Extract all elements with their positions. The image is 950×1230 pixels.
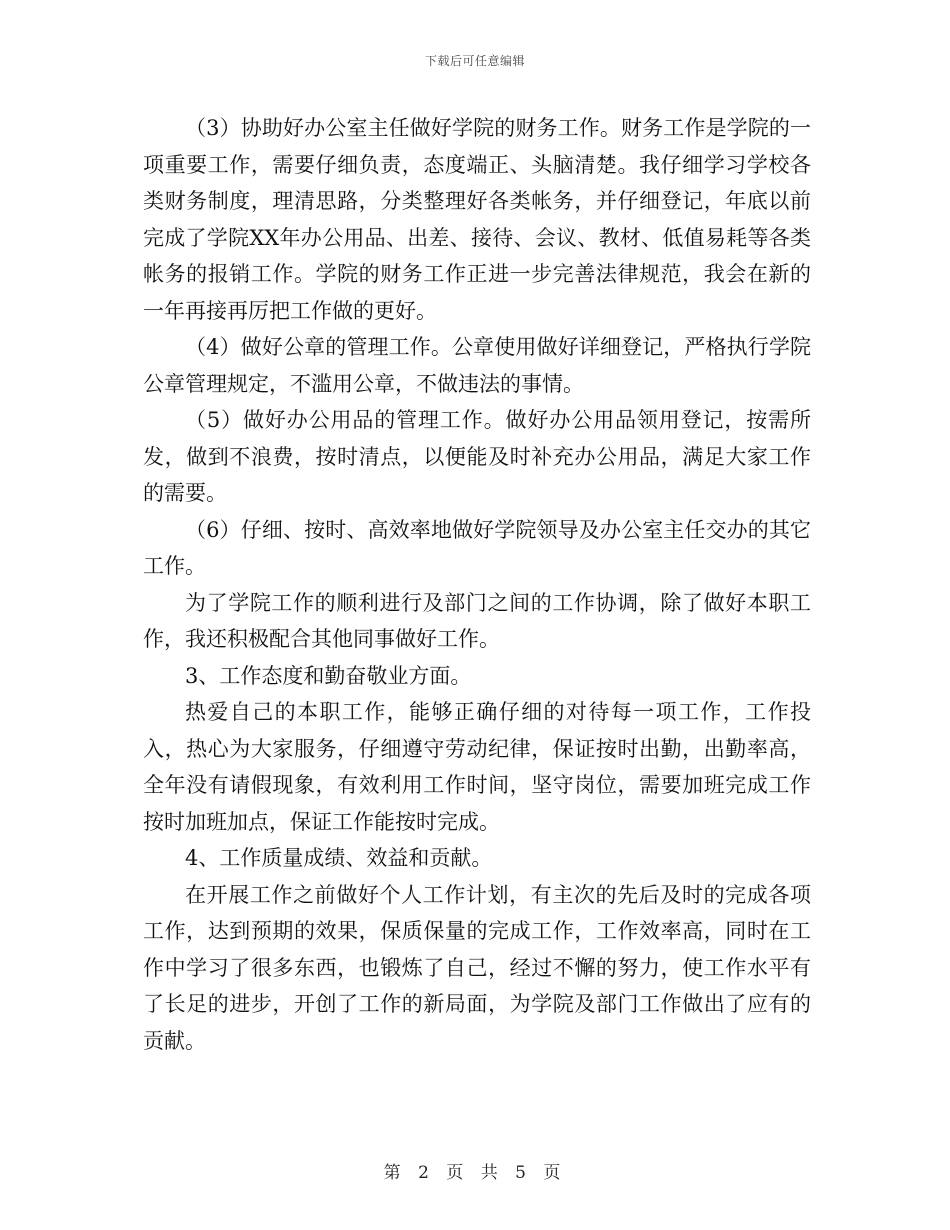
page-header: 下载后可任意编辑 bbox=[424, 54, 525, 68]
paragraph: （6）仔细、按时、高效率地做好学院领导及办公室主任交办的其它工作。 bbox=[143, 517, 811, 578]
paragraph: （4）做好公章的管理工作。公章使用做好详细登记，严格执行学院公章管理规定，不滥用公章，不做违法的事情。 bbox=[143, 335, 811, 396]
section-heading: 3、工作态度和勤奋敬业方面。 bbox=[185, 663, 472, 688]
document-body bbox=[143, 110, 811, 1059]
paragraph: （5）做好办公用品的管理工作。做好办公用品领用登记，按需所发，做到不浪费，按时清点，以便能及时补充办公用品，满足大家工作的需要。 bbox=[143, 408, 811, 505]
section-heading: 4、工作质量成绩、效益和贡献。 bbox=[185, 846, 493, 870]
paragraph: （3）协助好办公室主任做好学院的财务工作。财务工作是学院的一项重要工作，需要仔细负责，态度端正、头脑清楚。我仔细学习学校各类财务制度，理清思路，分类整理好各类帐务，并仔细登记，年底以前完成了学院XX年办公用品、出差、接待、会议、教材、低值易耗等各类帐务的报销工作。学院的财务工作正进一步完善法律规范，我会在新的一年再接再厉把工作做的更好。 bbox=[143, 116, 811, 323]
paragraph: 为了学院工作的顺利进行及部门之间的工作协调，除了做好本职工作，我还积极配合其他同事做好工作。 bbox=[143, 590, 811, 651]
paragraph: 热爱自己的本职工作，能够正确仔细的对待每一项工作，工作投入，热心为大家服务，仔细遵守劳动纪律，保证按时出勤，出勤率高，全年没有请假现象，有效利用工作时间，坚守岗位，需要加班完成工作按时加班加点，保证工作能按时完成。 bbox=[143, 700, 811, 834]
paragraph: 在开展工作之前做好个人工作计划，有主次的先后及时的完成各项工作，达到预期的效果，保质保量的完成工作，工作效率高，同时在工作中学习了很多东西，也锻炼了自己，经过不懈的努力，使工作水平有了长足的进步，开创了工作的新局面，为学院及部门工作做出了应有的贡献。 bbox=[143, 882, 811, 1053]
page-footer: 第 2 页 共 5 页 bbox=[383, 1163, 567, 1183]
